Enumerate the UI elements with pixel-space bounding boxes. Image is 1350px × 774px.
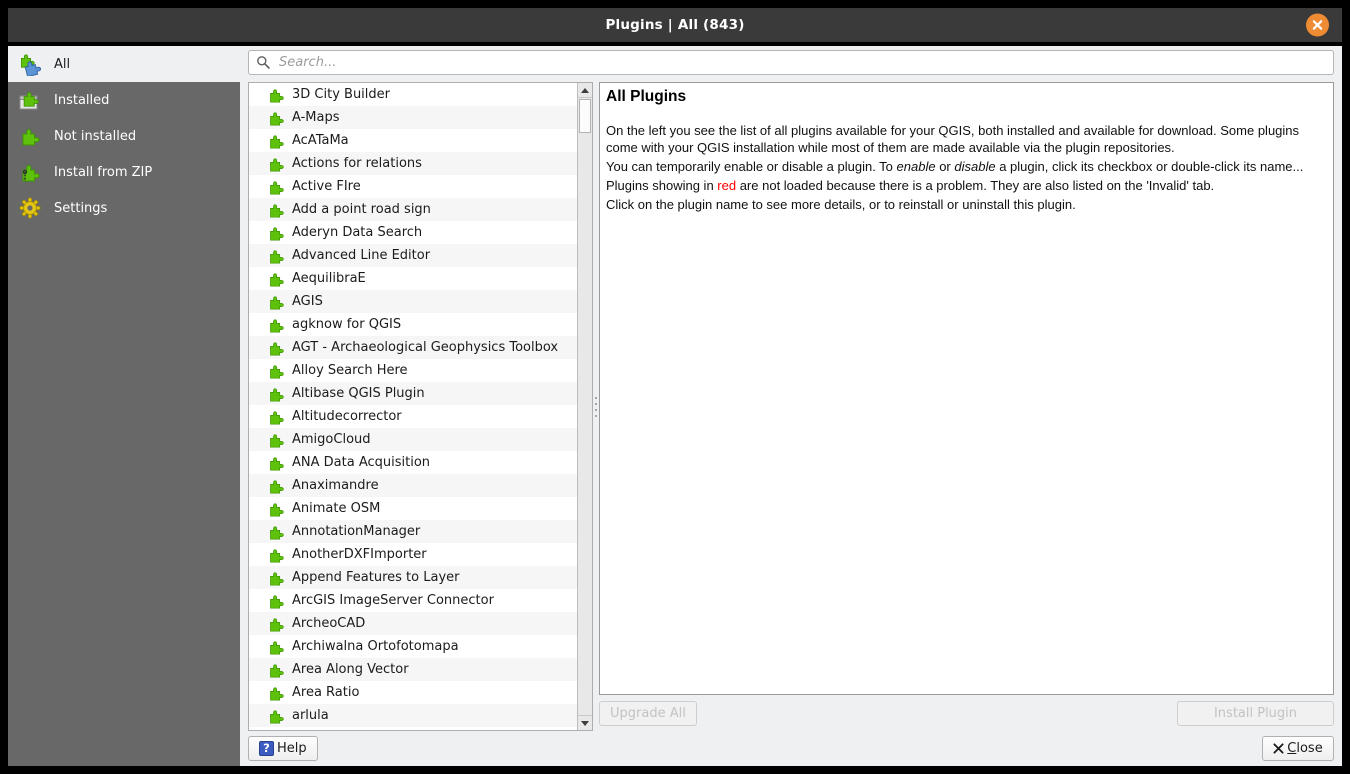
plugin-list-item[interactable]	[249, 543, 577, 566]
plugin-list-item[interactable]	[249, 658, 577, 681]
plugin-puzzle-icon	[268, 202, 285, 218]
plugin-list-item[interactable]	[249, 290, 577, 313]
window-close-button[interactable]	[1306, 14, 1329, 37]
plugin-name: agknow for QGIS	[292, 317, 402, 332]
plugin-puzzle-icon	[268, 524, 285, 540]
content-area	[240, 46, 1342, 766]
help-button[interactable]	[248, 736, 318, 761]
triangle-down-icon	[581, 721, 589, 726]
plugin-name: ArcGIS ImageServer Connector	[292, 593, 494, 608]
plugin-puzzle-icon	[268, 271, 285, 287]
footer	[248, 731, 1334, 766]
all-plugins-icon	[17, 52, 43, 76]
plugin-name: AGT - Archaeological Geophysics Toolbox	[292, 340, 559, 355]
plugin-name: AnotherDXFImporter	[292, 547, 427, 562]
plugin-puzzle-icon	[268, 616, 285, 632]
plugin-list-item[interactable]	[249, 198, 577, 221]
plugin-name: Animate OSM	[292, 501, 381, 516]
plugin-puzzle-icon	[268, 156, 285, 172]
plugin-name: Altitudecorrector	[292, 409, 402, 424]
plugin-puzzle-icon	[268, 409, 285, 425]
window-title: Plugins | All (843)	[605, 17, 745, 33]
plugin-list-item[interactable]	[249, 83, 577, 106]
plugin-name: AGIS	[292, 294, 323, 309]
plugin-puzzle-icon	[268, 87, 285, 103]
scroll-up-button[interactable]	[578, 83, 592, 98]
plugin-name: AnnotationManager	[292, 524, 421, 539]
plugin-name: A-Maps	[292, 110, 340, 125]
plugin-puzzle-icon	[268, 363, 285, 379]
plugin-list-item[interactable]	[249, 589, 577, 612]
sidebar-item-label: Install from ZIP	[54, 164, 153, 180]
plugin-name: Archiwalna Ortofotomapa	[292, 639, 459, 654]
details-paragraph: Plugins showing in red are not loaded because there is a problem. They are also listed on the 'Invalid' tab.	[606, 178, 1215, 193]
details-text	[606, 122, 1327, 213]
plugin-puzzle-icon	[268, 248, 285, 264]
plugin-list-item[interactable]	[249, 152, 577, 175]
plugin-list-item[interactable]	[249, 474, 577, 497]
plugin-puzzle-icon	[268, 547, 285, 563]
scroll-down-button[interactable]	[578, 715, 592, 730]
plugin-list-item[interactable]	[249, 106, 577, 129]
plugin-name: Aderyn Data Search	[292, 225, 423, 240]
plugin-name: AmigoCloud	[292, 432, 371, 447]
plugin-list-item[interactable]	[249, 267, 577, 290]
close-button[interactable]	[1262, 736, 1334, 761]
sidebar-item-label: Not installed	[54, 128, 137, 144]
plugin-puzzle-icon	[268, 685, 285, 701]
plugin-name: ANA Data Acquisition	[292, 455, 431, 470]
plugin-list-item[interactable]	[249, 497, 577, 520]
sidebar-item-install-from-zip[interactable]	[8, 154, 240, 190]
plugin-puzzle-icon	[268, 133, 285, 149]
plugin-puzzle-icon	[268, 225, 285, 241]
close-icon	[1312, 20, 1323, 31]
help-question-icon: ?	[259, 741, 274, 756]
plugin-puzzle-icon	[268, 708, 285, 724]
sidebar-item-not-installed[interactable]	[8, 118, 240, 154]
sidebar-item-all[interactable]	[8, 46, 240, 82]
plugin-puzzle-icon	[268, 340, 285, 356]
plugin-puzzle-icon	[268, 639, 285, 655]
details-column	[599, 82, 1334, 731]
sidebar-item-installed[interactable]	[8, 82, 240, 118]
not-installed-icon	[17, 124, 43, 148]
plugin-list-item[interactable]	[249, 681, 577, 704]
sidebar-item-label: All	[54, 56, 71, 72]
plugin-puzzle-icon	[268, 386, 285, 402]
plugin-list-item[interactable]	[249, 520, 577, 543]
plugin-list-item[interactable]	[249, 405, 577, 428]
plugin-puzzle-icon	[268, 110, 285, 126]
titlebar	[8, 8, 1342, 42]
triangle-up-icon	[581, 88, 589, 93]
search-input[interactable]	[277, 54, 1326, 71]
plugin-name: 3D City Builder	[292, 87, 391, 102]
plugin-name: Alloy Search Here	[292, 363, 408, 378]
plugin-puzzle-icon	[268, 593, 285, 609]
plugin-puzzle-icon	[268, 501, 285, 517]
details-paragraph: You can temporarily enable or disable a plugin. To enable or disable a plugin, click its checkbox or double-click its name...	[606, 159, 1304, 174]
plugin-name: Altibase QGIS Plugin	[292, 386, 425, 401]
plugin-name: AcATaMa	[292, 133, 349, 148]
details-paragraph: Click on the plugin name to see more details, or to reinstall or uninstall this plugin.	[606, 197, 1076, 212]
install-plugin-button[interactable]: Install Plugin	[1177, 701, 1334, 726]
plugin-name: arlula	[292, 708, 329, 723]
plugin-name: Area Ratio	[292, 685, 360, 700]
plugin-list-item[interactable]	[249, 244, 577, 267]
window-body	[8, 46, 1342, 766]
sidebar-item-label: Settings	[54, 200, 108, 216]
search-bar	[248, 50, 1334, 75]
search-icon	[256, 55, 271, 70]
install-from-zip-icon	[17, 160, 43, 184]
plugin-puzzle-icon	[268, 317, 285, 333]
plugin-list-item[interactable]	[249, 359, 577, 382]
plugin-list-item[interactable]	[249, 382, 577, 405]
plugin-name: Append Features to Layer	[292, 570, 460, 585]
upgrade-all-button[interactable]: Upgrade All	[599, 701, 697, 726]
plugin-list-item[interactable]	[249, 612, 577, 635]
panels	[248, 82, 1334, 731]
plugin-puzzle-icon	[268, 570, 285, 586]
plugin-puzzle-icon	[268, 662, 285, 678]
plugin-list-item[interactable]	[249, 221, 577, 244]
plugin-puzzle-icon	[268, 455, 285, 471]
help-button-label: Help	[277, 741, 307, 756]
plugin-list-item[interactable]	[249, 175, 577, 198]
details-heading: All Plugins	[606, 88, 687, 105]
plugin-name: AequilibraE	[292, 271, 366, 286]
plugin-name: Add a point road sign	[292, 202, 431, 217]
plugin-name: Active FIre	[292, 179, 361, 194]
plugin-list-item[interactable]	[249, 129, 577, 152]
plugin-details-panel	[599, 82, 1334, 695]
plugin-puzzle-icon	[268, 478, 285, 494]
plugin-name: ArcheoCAD	[292, 616, 366, 631]
plugin-list-item[interactable]	[249, 313, 577, 336]
plugin-name: Area Along Vector	[292, 662, 409, 677]
plugin-list-item[interactable]	[249, 635, 577, 658]
plugin-puzzle-icon	[268, 179, 285, 195]
scrollbar-track[interactable]	[578, 98, 592, 715]
plugin-puzzle-icon	[268, 294, 285, 310]
plugin-list-scrollbar	[577, 83, 592, 730]
plugin-list-item[interactable]	[249, 566, 577, 589]
details-paragraph: On the left you see the list of all plugins available for your QGIS, both installed and available for download. Some plugins come with your QGIS installation while most of them are made available via the plugin repositories.	[606, 123, 1300, 155]
close-x-icon	[1273, 743, 1284, 754]
scrollbar-thumb[interactable]	[579, 99, 591, 133]
sidebar-item-label: Installed	[54, 92, 110, 108]
action-row	[599, 695, 1334, 731]
plugin-list-item[interactable]	[249, 451, 577, 474]
sidebar-item-settings[interactable]	[8, 190, 240, 226]
plugin-list-panel	[248, 82, 593, 731]
plugin-list-item[interactable]	[249, 336, 577, 359]
plugin-manager-window	[8, 8, 1342, 766]
plugin-puzzle-icon	[268, 432, 285, 448]
plugin-list	[249, 83, 577, 730]
plugin-name: Anaximandre	[292, 478, 379, 493]
installed-icon	[17, 88, 43, 112]
plugin-list-item[interactable]	[249, 704, 577, 727]
plugin-name: Actions for relations	[292, 156, 422, 171]
close-button-label: Close	[1287, 741, 1323, 756]
settings-gear-icon	[17, 196, 43, 220]
plugin-list-item[interactable]	[249, 428, 577, 451]
sidebar	[8, 46, 240, 766]
plugin-name: Advanced Line Editor	[292, 248, 431, 263]
